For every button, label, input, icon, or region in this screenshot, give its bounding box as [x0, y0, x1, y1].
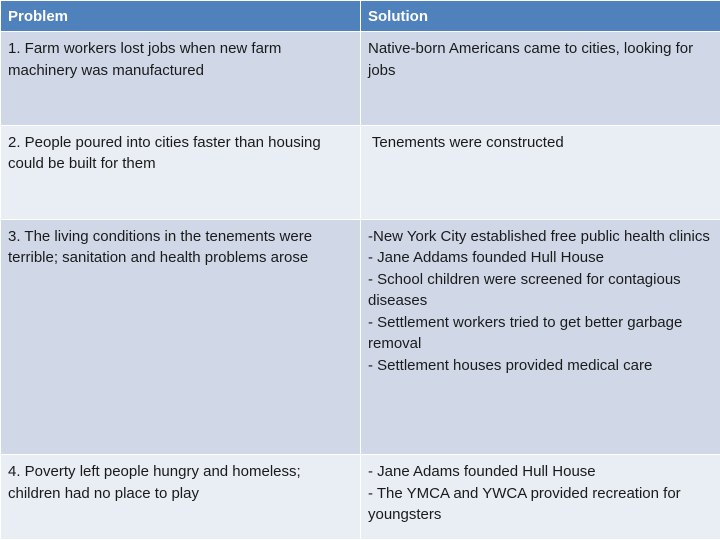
table-header-row [1, 1, 720, 32]
solution-line: - Jane Addams founded Hull House [368, 249, 604, 267]
solution-cell [361, 219, 720, 454]
solution-line: - The YMCA and YWCA provided recreation for youngsters [368, 484, 681, 524]
table-row [1, 32, 720, 126]
problem-cell: 3. The living conditions in the tenements were terrible; sanitation and health problems arose [1, 219, 361, 454]
solution-cell [361, 455, 720, 540]
solution-cell [361, 32, 720, 126]
table-row [1, 219, 720, 454]
solution-column-header: Solution [361, 1, 720, 32]
solution-line: - Settlement houses provided medical care [368, 356, 653, 374]
solution-line: - Jane Adams founded Hull House [368, 463, 596, 481]
solution-line: - School children were screened for contagious diseases [368, 270, 681, 310]
problem-cell: 4. Poverty left people hungry and homeless; children had no place to play [1, 455, 361, 540]
solution-line: Native-born Americans came to cities, looking for jobs [368, 40, 694, 79]
table-row [1, 455, 720, 540]
problem-cell: 2. People poured into cities faster than housing could be built for them [1, 125, 361, 219]
solution-line: Tenements were constructed [368, 133, 564, 151]
solution-line: -New York City established free public health clinics [368, 227, 710, 245]
solution-cell [361, 125, 720, 219]
table-row [1, 125, 720, 219]
problem-column-header: Problem [1, 1, 361, 32]
solution-line: - Settlement workers tried to get better garbage removal [368, 313, 683, 353]
problem-cell: 1. Farm workers lost jobs when new farm machinery was manufactured [1, 32, 361, 126]
